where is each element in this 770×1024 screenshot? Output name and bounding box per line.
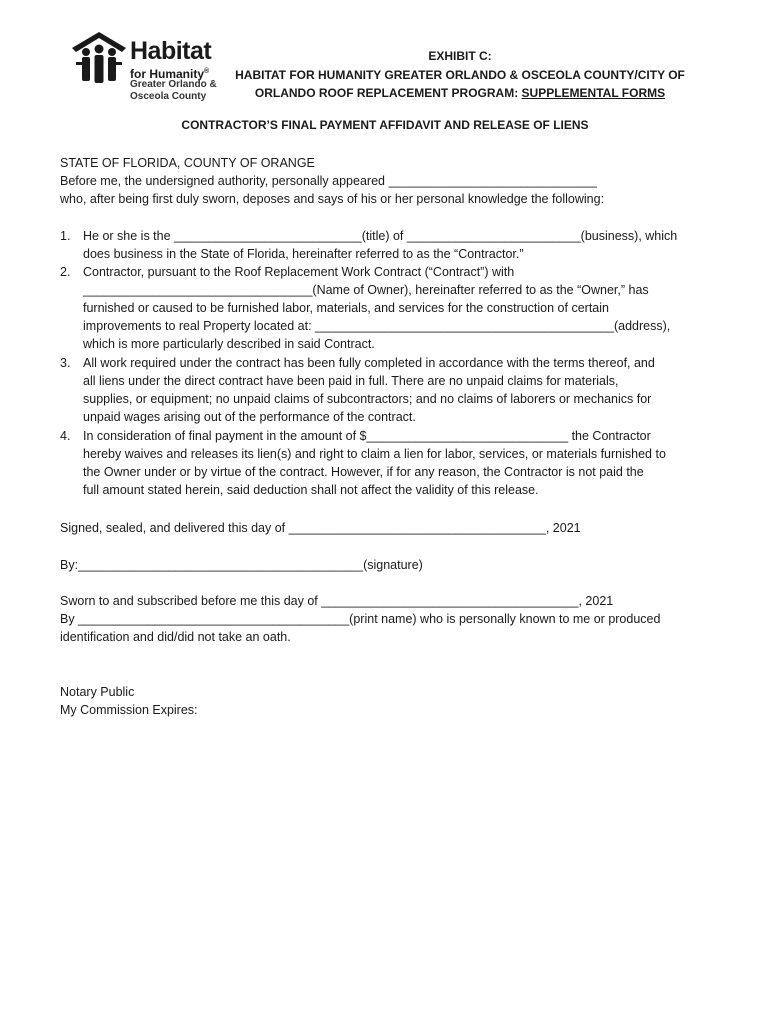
item-4-line: the Owner under or by virtue of the contract. However, if for any reason, the Contractor is not paid the <box>83 465 644 479</box>
habitat-logo <box>68 26 218 106</box>
personally-appeared-line: Before me, the undersigned authority, personally appeared ______________________________ <box>60 174 598 188</box>
item-4-line: full amount stated herein, said deduction shall not affect the validity of this release. <box>83 483 539 497</box>
item-2-line: Contractor, pursuant to the Roof Replacement Work Contract (“Contract”) with <box>83 265 515 279</box>
logo-affiliate-line2: Osceola County <box>130 91 207 102</box>
item-number: 3. <box>60 356 71 370</box>
program-title-line1: HABITAT FOR HUMANITY GREATER ORLANDO & OSCEOLA COUNTY/CITY OF <box>235 68 685 82</box>
oath-line: identification and did/did not take an oath. <box>60 630 291 644</box>
form-title: CONTRACTOR’S FINAL PAYMENT AFFIDAVIT AND RELEASE OF LIENS <box>181 118 589 132</box>
item-2-line: furnished or caused to be furnished labor, materials, and services for the construction of certain <box>83 301 609 315</box>
item-2-line: improvements to real Property located at: ___________________________________________(address), <box>83 319 671 333</box>
program-title-line2: ORLANDO ROOF REPLACEMENT PROGRAM: SUPPLEMENTAL FORMS <box>254 86 666 100</box>
item-2-line: which is more particularly described in said Contract. <box>83 337 375 351</box>
commission-expires-label: My Commission Expires: <box>60 703 198 717</box>
item-1-line: does business in the State of Florida, hereinafter referred to as the “Contractor.” <box>83 247 524 261</box>
item-3-line: All work required under the contract has been fully completed in accordance with the terms thereof, and <box>83 356 655 370</box>
sworn-line: Sworn to and subscribed before me this day of _____________________________________, 2021 <box>60 594 614 608</box>
exhibit-label: EXHIBIT C: <box>428 49 492 63</box>
logo-title: Habitat <box>130 37 212 65</box>
item-3-line: unpaid wages arising out of the performance of the contract. <box>83 410 416 424</box>
notary-public-label: Notary Public <box>60 685 135 699</box>
item-4-line: In consideration of final payment in the amount of $_____________________________ the Contractor <box>83 429 651 443</box>
item-1-line: He or she is the ___________________________(title) of _________________________(business), which <box>83 229 678 243</box>
deposes-line: who, after being first duly sworn, deposes and says of his or her personal knowledge the following: <box>60 192 605 206</box>
signature-line: By:_________________________________________(signature) <box>60 558 423 572</box>
logo-affiliate-line1: Greater Orlando & <box>130 79 217 90</box>
item-3-line: supplies, or equipment; no unpaid claims of subcontractors; and no claims of laborers or mechanics for <box>83 392 652 406</box>
item-3-line: all liens under the direct contract have been paid in full. There are no unpaid claims for materials, <box>83 374 619 388</box>
item-2-line: _________________________________(Name of Owner), hereinafter referred to as the “Owner,” has <box>83 283 649 297</box>
print-name-line: By _______________________________________(print name) who is personally known to me or produced <box>60 612 661 626</box>
item-number: 4. <box>60 429 71 443</box>
item-4-line: hereby waives and releases its lien(s) and right to claim a lien for labor, services, or materials furnished to <box>83 447 666 461</box>
logo-subtitle: for Humanity® <box>130 67 210 81</box>
item-number: 2. <box>60 265 71 279</box>
state-county-line: STATE OF FLORIDA, COUNTY OF ORANGE <box>60 156 315 170</box>
supplemental-forms-label: SUPPLEMENTAL FORMS <box>521 86 666 100</box>
item-number: 1. <box>60 229 71 243</box>
habitat-house-people-icon <box>68 30 130 86</box>
signed-sealed-line: Signed, sealed, and delivered this day of _____________________________________, 2021 <box>60 521 581 535</box>
